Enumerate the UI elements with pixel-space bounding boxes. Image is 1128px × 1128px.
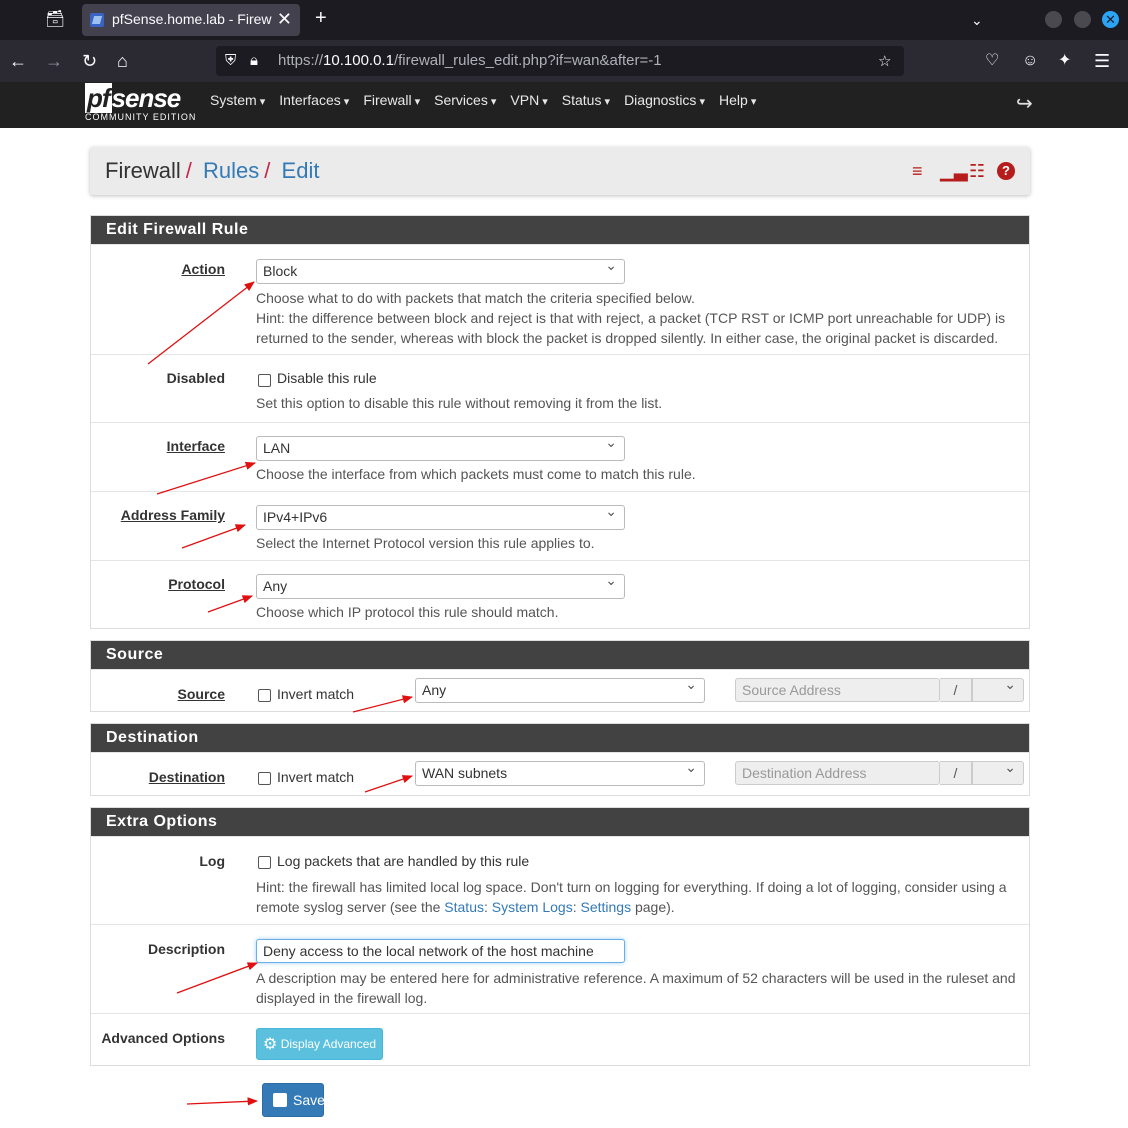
logout-icon[interactable]: ↪ — [1016, 93, 1033, 115]
browser-tab-bar — [0, 0, 1128, 40]
shield-icon[interactable]: ⛨ — [225, 52, 237, 69]
source-address-input[interactable]: Source Address — [735, 678, 940, 702]
sliders-icon[interactable]: ≡ — [912, 161, 923, 181]
destination-address-input[interactable]: Destination Address — [735, 761, 940, 785]
system-logs-link[interactable]: System Logs — [491, 899, 573, 915]
destination-heading: Destination — [91, 724, 1029, 752]
disabled-hint: Set this option to disable this rule without removing it from the list. — [256, 395, 663, 411]
disable-rule-checkbox-label[interactable]: Disable this rule — [277, 370, 377, 386]
back-arrow-icon[interactable]: ← — [9, 51, 27, 71]
floppy-disk-icon — [273, 1093, 287, 1107]
destination-invert-checkbox[interactable] — [258, 772, 271, 785]
reload-icon[interactable]: ↻ — [82, 51, 98, 71]
source-mask-select[interactable] — [972, 678, 1024, 702]
menu-diagnostics[interactable]: Diagnostics ▾ — [624, 92, 705, 108]
destination-invert-label[interactable]: Invert match — [277, 769, 355, 785]
address-family-select[interactable]: IPv4+IPv6 ⌄ — [256, 505, 625, 530]
source-label[interactable]: Source — [177, 686, 225, 702]
pfsense-logo[interactable]: pfsense COMMUNITY EDITION — [85, 83, 197, 122]
home-icon[interactable]: ⌂ — [117, 51, 128, 71]
display-advanced-label: Display Advanced — [280, 1037, 377, 1051]
log-row — [91, 836, 1029, 924]
destination-panel — [90, 723, 1030, 796]
extra-options-panel — [90, 807, 1030, 1066]
close-window-icon[interactable]: ✕ — [1102, 11, 1119, 28]
tab-list-chevron-down-icon[interactable]: ⌄ — [971, 12, 983, 28]
source-slash: / — [940, 678, 972, 702]
protocol-select[interactable]: Any ⌄ — [256, 574, 625, 599]
browser-nav-bar — [0, 40, 1128, 82]
advanced-options-row — [91, 1013, 1029, 1066]
protocol-hint: Choose which IP protocol this rule should match. — [256, 604, 559, 620]
disabled-label: Disabled — [166, 370, 225, 386]
action-hint: Choose what to do with packets that match the criteria specified below. Hint: the difference between block and reject is that with reject, a packet (TCP RST or ICMP port unreachable for UDP) is returned to the sender, whereas with block the packet is dropped silently. In either case, the original packet is discarded. — [256, 290, 1006, 346]
description-input[interactable]: Deny access to the local network of the host machine — [256, 939, 625, 963]
help-icon[interactable]: ? — [997, 162, 1015, 180]
minimize-window-icon[interactable] — [1045, 11, 1062, 28]
maximize-window-icon[interactable] — [1074, 11, 1091, 28]
menu-vpn[interactable]: VPN ▾ — [510, 92, 547, 108]
interface-row — [91, 422, 1029, 491]
address-bar[interactable] — [216, 46, 904, 76]
advanced-options-label: Advanced Options — [101, 1030, 225, 1046]
menu-firewall[interactable]: Firewall ▾ — [363, 92, 420, 108]
protocol-label[interactable]: Protocol — [168, 576, 225, 592]
menu-help[interactable]: Help ▾ — [719, 92, 756, 108]
log-hint: Hint: the firewall has limited local log space. Don't turn on logging for everything. If doing a lot of logging, consider using a remote syslog server (see the Status: System Logs: Settings page). — [256, 879, 1007, 915]
log-checkbox-label[interactable]: Log packets that are handled by this rule — [277, 853, 530, 869]
list-icon[interactable]: ☷ — [969, 161, 986, 181]
save-button[interactable] — [262, 1083, 324, 1117]
pocket-icon[interactable]: ♡ — [985, 52, 1000, 69]
protocol-row — [91, 560, 1029, 628]
source-row — [91, 669, 1029, 711]
action-select[interactable]: Block ⌄ — [256, 259, 625, 284]
extensions-icon[interactable]: ✦ — [1058, 52, 1072, 69]
destination-mask-select[interactable] — [972, 761, 1024, 785]
forward-arrow-icon[interactable]: → — [45, 51, 63, 71]
log-label: Log — [199, 853, 225, 869]
url-text[interactable]: https://10.100.0.1/firewall_rules_edit.php?if=wan&after=-1 — [278, 52, 662, 69]
menu-system[interactable]: System ▾ — [210, 92, 265, 108]
menu-interfaces[interactable]: Interfaces ▾ — [279, 92, 349, 108]
destination-row — [91, 752, 1029, 795]
breadcrumb-firewall: Firewall — [105, 158, 181, 183]
new-tab-icon[interactable]: + — [315, 7, 327, 29]
logo-subtitle: COMMUNITY EDITION — [85, 112, 197, 122]
pfsense-header — [0, 82, 1128, 128]
lock-icon[interactable]: 🔒︎ — [250, 52, 258, 69]
save-label: Save — [293, 1092, 325, 1108]
edit-rule-heading: Edit Firewall Rule — [91, 216, 1029, 244]
breadcrumb-edit-link[interactable]: Edit — [281, 158, 320, 183]
destination-slash: / — [940, 761, 972, 785]
menu-status[interactable]: Status ▾ — [562, 92, 610, 108]
address-family-hint: Select the Internet Protocol version this rule applies to. — [256, 535, 595, 551]
breadcrumb: Firewall / Rules / Edit ≡ ▁▃ ☷ ? — [90, 147, 1030, 195]
extra-options-heading: Extra Options — [91, 808, 1029, 836]
tab-close-icon[interactable]: ✕ — [276, 9, 292, 29]
description-label: Description — [147, 941, 225, 957]
interface-select[interactable]: LAN ⌄ — [256, 436, 625, 461]
action-row — [91, 244, 1029, 354]
destination-label[interactable]: Destination — [148, 769, 225, 785]
hamburger-menu-icon[interactable]: ☰ — [1094, 51, 1111, 71]
edit-rule-panel — [90, 215, 1030, 629]
action-label[interactable]: Action — [181, 261, 225, 277]
source-heading: Source — [91, 641, 1029, 669]
tab-title: pfSense.home.lab - Firew — [112, 11, 272, 27]
breadcrumb-rules-link[interactable]: Rules — [203, 158, 260, 183]
source-type-select[interactable]: Any ⌄ — [415, 678, 705, 703]
bookmark-star-icon[interactable]: ☆ — [878, 53, 892, 70]
display-advanced-button[interactable] — [256, 1028, 383, 1060]
disable-rule-checkbox[interactable] — [258, 374, 271, 387]
menu-services[interactable]: Services ▾ — [434, 92, 496, 108]
main-menu — [210, 92, 770, 108]
gear-icon: ⚙ — [263, 1036, 278, 1053]
source-panel — [90, 640, 1030, 712]
tab-overview-icon[interactable]: 🗃︎ — [45, 11, 66, 28]
address-family-label[interactable]: Address Family — [120, 507, 225, 523]
source-invert-label[interactable]: Invert match — [277, 686, 355, 702]
interface-label[interactable]: Interface — [166, 438, 225, 454]
address-family-row — [91, 491, 1029, 560]
interface-hint: Choose the interface from which packets must come to match this rule. — [256, 466, 696, 482]
bar-chart-icon[interactable]: ▁▃ — [940, 161, 968, 181]
log-checkbox[interactable] — [258, 856, 271, 869]
destination-type-select[interactable]: WAN subnets ⌄ — [415, 761, 705, 786]
browser-tab-active[interactable] — [82, 4, 300, 36]
arrow-to-save — [187, 1101, 257, 1104]
pfsense-favicon-icon — [90, 13, 104, 27]
source-invert-checkbox[interactable] — [258, 689, 271, 702]
description-hint: A description may be entered here for administrative reference. A maximum of 52 characters will be used in the ruleset and displayed in the firewall log. — [256, 970, 1016, 1006]
status-link[interactable]: Status — [444, 899, 484, 915]
disabled-row — [91, 354, 1029, 422]
description-row — [91, 924, 1029, 1013]
settings-link[interactable]: Settings — [580, 899, 632, 915]
account-icon[interactable]: ☺ — [1022, 52, 1039, 69]
